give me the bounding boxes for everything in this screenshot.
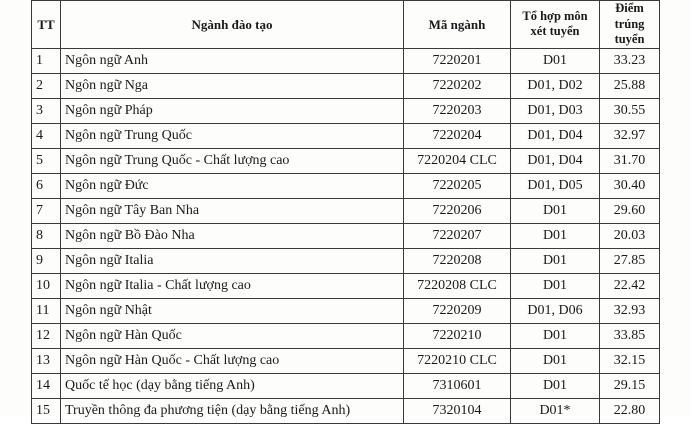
admission-score: 31.70 xyxy=(600,148,660,173)
table-row xyxy=(32,73,660,98)
table-row xyxy=(32,348,660,373)
subject-combination: D01, D04 xyxy=(511,123,600,148)
admission-scores-table xyxy=(31,0,660,424)
row-number: 8 xyxy=(32,223,61,248)
table-row xyxy=(32,173,660,198)
admission-score: 22.80 xyxy=(600,398,660,423)
subject-combination: D01 xyxy=(511,323,600,348)
program-name: Ngôn ngữ Trung Quốc - Chất lượng cao xyxy=(61,148,404,173)
subject-combination: D01 xyxy=(511,273,600,298)
program-name: Ngôn ngữ Italia xyxy=(61,248,404,273)
program-code: 7220209 xyxy=(404,298,511,323)
row-number: 10 xyxy=(32,273,61,298)
row-number: 6 xyxy=(32,173,61,198)
admission-score: 32.15 xyxy=(600,348,660,373)
header-admission-score: Điểm trúng tuyển xyxy=(600,1,660,49)
subject-combination: D01* xyxy=(511,398,600,423)
subject-combination: D01, D04 xyxy=(511,148,600,173)
admission-score: 20.03 xyxy=(600,223,660,248)
row-number: 4 xyxy=(32,123,61,148)
admission-score: 32.93 xyxy=(600,298,660,323)
table-row xyxy=(32,298,660,323)
program-name: Ngôn ngữ Bồ Đào Nha xyxy=(61,223,404,248)
admission-score: 32.97 xyxy=(600,123,660,148)
table-body xyxy=(32,48,660,423)
table-row xyxy=(32,98,660,123)
admission-score: 30.55 xyxy=(600,98,660,123)
admission-score: 25.88 xyxy=(600,73,660,98)
table-row xyxy=(32,273,660,298)
table-row xyxy=(32,373,660,398)
program-name: Ngôn ngữ Nga xyxy=(61,73,404,98)
row-number: 1 xyxy=(32,48,61,73)
row-number: 2 xyxy=(32,73,61,98)
program-name: Quốc tế học (dạy bằng tiếng Anh) xyxy=(61,373,404,398)
admission-score: 33.23 xyxy=(600,48,660,73)
program-code: 7220205 xyxy=(404,173,511,198)
header-program-code: Mã ngành xyxy=(404,1,511,49)
program-code: 7220202 xyxy=(404,73,511,98)
subject-combination: D01 xyxy=(511,373,600,398)
subject-combination: D01, D05 xyxy=(511,173,600,198)
subject-combination: D01 xyxy=(511,48,600,73)
program-name: Ngôn ngữ Hàn Quốc - Chất lượng cao xyxy=(61,348,404,373)
table-row xyxy=(32,123,660,148)
row-number: 5 xyxy=(32,148,61,173)
subject-combination: D01 xyxy=(511,198,600,223)
admission-score: 27.85 xyxy=(600,248,660,273)
table-row xyxy=(32,223,660,248)
admission-score: 29.15 xyxy=(600,373,660,398)
header-row xyxy=(32,1,660,49)
program-code: 7220210 xyxy=(404,323,511,348)
program-name: Ngôn ngữ Pháp xyxy=(61,98,404,123)
table-header xyxy=(32,1,660,49)
table-row xyxy=(32,48,660,73)
table-row xyxy=(32,198,660,223)
program-name: Ngôn ngữ Tây Ban Nha xyxy=(61,198,404,223)
subject-combination: D01 xyxy=(511,348,600,373)
program-code: 7220203 xyxy=(404,98,511,123)
row-number: 3 xyxy=(32,98,61,123)
row-number: 13 xyxy=(32,348,61,373)
row-number: 15 xyxy=(32,398,61,423)
admission-score: 22.42 xyxy=(600,273,660,298)
program-code: 7220201 xyxy=(404,48,511,73)
table-row xyxy=(32,323,660,348)
admission-score: 29.60 xyxy=(600,198,660,223)
header-program-name: Ngành đào tạo xyxy=(61,1,404,49)
subject-combination: D01 xyxy=(511,223,600,248)
table-row xyxy=(32,148,660,173)
program-name: Truyền thông đa phương tiện (dạy bằng tiếng Anh) xyxy=(61,398,404,423)
row-number: 9 xyxy=(32,248,61,273)
program-code: 7220206 xyxy=(404,198,511,223)
subject-combination: D01, D03 xyxy=(511,98,600,123)
program-name: Ngôn ngữ Trung Quốc xyxy=(61,123,404,148)
program-code: 7220208 xyxy=(404,248,511,273)
program-name: Ngôn ngữ Đức xyxy=(61,173,404,198)
row-number: 14 xyxy=(32,373,61,398)
program-code: 7220208 CLC xyxy=(404,273,511,298)
program-code: 7220204 CLC xyxy=(404,148,511,173)
table-row xyxy=(32,248,660,273)
subject-combination: D01, D06 xyxy=(511,298,600,323)
header-subject-combination: Tổ hợp môn xét tuyển xyxy=(511,1,600,49)
admission-score: 33.85 xyxy=(600,323,660,348)
header-tt: TT xyxy=(32,1,61,49)
program-name: Ngôn ngữ Italia - Chất lượng cao xyxy=(61,273,404,298)
program-name: Ngôn ngữ Nhật xyxy=(61,298,404,323)
program-code: 7320104 xyxy=(404,398,511,423)
subject-combination: D01 xyxy=(511,248,600,273)
program-code: 7220204 xyxy=(404,123,511,148)
table-row xyxy=(32,398,660,423)
subject-combination: D01, D02 xyxy=(511,73,600,98)
row-number: 7 xyxy=(32,198,61,223)
row-number: 11 xyxy=(32,298,61,323)
row-number: 12 xyxy=(32,323,61,348)
admission-score: 30.40 xyxy=(600,173,660,198)
program-name: Ngôn ngữ Anh xyxy=(61,48,404,73)
program-code: 7220210 CLC xyxy=(404,348,511,373)
program-name: Ngôn ngữ Hàn Quốc xyxy=(61,323,404,348)
program-code: 7310601 xyxy=(404,373,511,398)
program-code: 7220207 xyxy=(404,223,511,248)
